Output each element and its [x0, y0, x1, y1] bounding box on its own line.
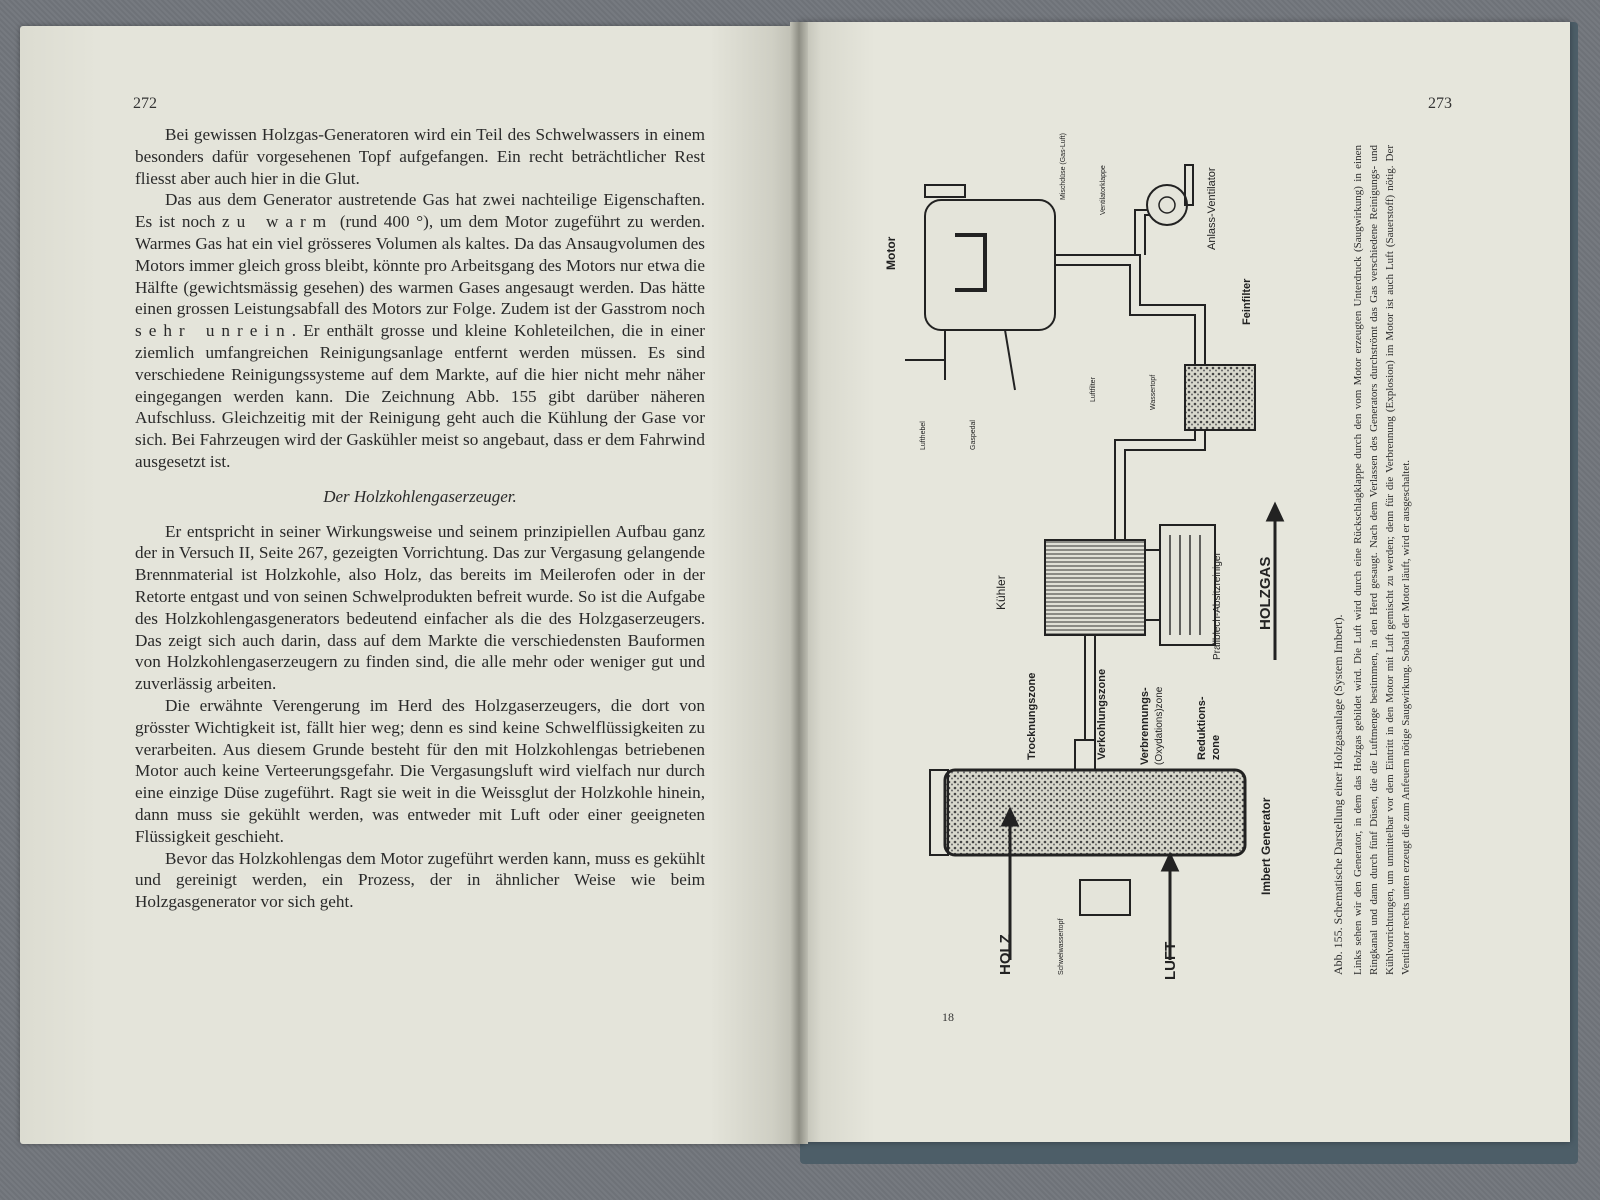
label-imbert-generator: Imbert Generator [1259, 797, 1273, 895]
paragraph-3: Er entspricht in seiner Wirkungsweise und seinem prinzipiellen Aufbau ganz der in Versuch II, Seite 267, gezeigten Vorrichtung. Das zur Vergasung gelangende Brennmaterial ist Holzkohle, also Holz, das bereits im Meilerofen oder in der Retorte entgast und von seinen Schwelprodukten befreit wurde. So ist die Aufgabe des Holzkohlengasgenerators bedeutend einfacher als die des Holzgaserzeugers. Das zeigt sich auch darin, dass auf dem Markte die verschiedensten Bauformen von Holzkohlengaserzeugern zu finden sind, die alle mehr oder weniger gut und zuverlässig arbeiten. [135, 521, 705, 694]
label-lufthebel: Lufthebel [920, 421, 927, 450]
generator-body [945, 770, 1245, 855]
left-page-number: 272 [133, 95, 157, 112]
prallblech-box [1160, 525, 1215, 645]
paragraph-2-part-c: . Er enthält grosse und kleine Kohleteilchen, die in einer ziemlich umfangreichen Reinigungsanlage entfernt werden müssen. Es sind verschiedene Reinigungssysteme auf dem Markte, auf die hier nicht mehr näher eingegangen werden kann. Die Zeichnung Abb. 155 gibt darüber näheren Aufschluss. Gleichzeitig mit der Reinigung geht auch die Kühlung der Gase vor sich. Bei Fahrzeugen wird der Gaskühler meist so angebaut, dass er dem Fahrwind ausgesetzt ist. [135, 321, 705, 471]
label-schwelwassertopf: Schwelwassertopf [1058, 918, 1065, 975]
gas-pipes [1055, 210, 1205, 540]
book-gutter [790, 22, 808, 1144]
label-anlass-ventilator: Anlass-Ventilator [1206, 167, 1218, 250]
label-holz: HOLZ [997, 934, 1014, 975]
signature-mark: 18 [942, 1010, 954, 1024]
label-verbrennung: Verbrennungs- [1139, 687, 1151, 765]
label-kuehler: Kühler [994, 575, 1008, 610]
paragraph-1: Bei gewissen Holzgas-Generatoren wird ein Teil des Schwelwassers in einem besonders dafür vorgesehenen Topf aufgefangen. Ein recht beträchtlicher Rest fliesst aber auch hier in die Glut. [135, 125, 705, 188]
label-reduktion-zone: zone [1210, 734, 1222, 760]
right-page-number: 273 [1428, 95, 1452, 112]
label-verkohlungszone: Verkohlungszone [1096, 668, 1108, 760]
label-oxydationszone: (Oxydations)zone [1154, 686, 1165, 765]
label-wassertopf: Wassertopf [1150, 374, 1157, 410]
feinfilter-box [1185, 365, 1255, 430]
ventilator-fan [1147, 185, 1187, 225]
paragraph-4: Die erwähnte Verengerung im Herd des Holzgaserzeugers, die dort von grösster Wichtigkeit ist, fällt hier weg; denn es sind keine Schwelflüssigkeiten zu verarbeiten. Aus diesem Grunde besteht für den mit Holzkohlengas betriebenen Motor auch keine Verteerungsgefahr. Die Vergasungsluft wird vielfach nur durch eine einzige Düse zugeführt. Ragt sie weit in die Weissglut der Holzkohle hinein, dann muss sie gekühlt werden, was entweder mit Luft oder einer geeigneten Flüssigkeit geschieht. [135, 695, 705, 846]
motor-block [905, 185, 1055, 390]
label-reduktion: Reduktions- [1196, 696, 1208, 760]
label-prallblech: Prallblech-Absitzreiniger [1212, 552, 1223, 660]
emphasis-sehr-unrein: sehr unrein [135, 321, 292, 341]
paragraph-5: Bevor das Holzkohlengas dem Motor zugeführt werden kann, muss es gekühlt und gereinigt werden, ein Prozess, der in ähnlicher Weise wie beim Holzgasgenerator vor sich geht. [135, 848, 705, 912]
paragraph-2-part-a: Das aus dem Generator austretende Gas hat zwei nachteilige Eigenschaften. Es ist noch [135, 190, 705, 232]
caption-body: Links sehen wir den Generator, in dem das Holzgas gebildet wird. Die Luft wird durch eine Rückschlagklappe durch den vom Motor erzeugten Unterdruck (Saugwirkung) in einen Ringkanal und dann durch fünf Düsen, die die Luftmenge bestimmen, in den Herd gesaugt. Nach dem Verlassen des Generators durchströmt das Gas verschiedene Reinigungs- und Kühlvorrichtungen, um unmittelbar vor dem Eintritt in den Motor mit Luft gemischt zu werden; denn für die Verbrennung (Explosion) im Motor ist auch Luft (Sauerstoff) nötig. Der Ventilator rechts unten erzeugt die zum Anfeuern nötige Saugwirkung. Sobald der Motor läuft, wird er ausgeschaltet. [1352, 145, 1412, 975]
label-luft: LUFT [1162, 941, 1179, 980]
left-page-text [135, 124, 705, 913]
paragraph-2 [135, 189, 705, 472]
holzgas-diagram [884, 120, 1335, 1000]
caption-title: Abb. 155. Schematische Darstellung einer Holzgasanlage (System Imbert). [1331, 614, 1345, 975]
paragraph-2-part-b: (rund 400 °), um dem Motor zugeführt zu werden. Warmes Gas hat ein viel grösseres Volumen als kaltes. Da das Ansaugvolumen des Motors immer gleich gross bleibt, könnte pro Arbeitsgang des Motors nur etwa die Hälfte (gewichtsmässig gesehen) des warmen Gases angesaugt werden. Das hätte einen grossen Leistungsabfall des Motors zur Folge. Zudem ist der Gasstrom noch [135, 212, 706, 319]
label-luftfilter: Luftfilter [1090, 377, 1097, 402]
label-feinfilter: Feinfilter [1241, 278, 1253, 325]
label-trocknungszone: Trocknungszone [1026, 672, 1038, 760]
figure-caption [1330, 145, 1430, 975]
label-mischduse: Mischdüse (Gas-Luft) [1060, 133, 1067, 200]
label-ventilatorklappe: Ventilatorklappe [1100, 165, 1107, 215]
schwelwassertopf-box [1080, 880, 1130, 915]
section-heading: Der Holzkohlengaserzeuger. [323, 486, 517, 506]
label-gaspedal: Gaspedal [970, 420, 977, 450]
label-motor: Motor [884, 236, 898, 270]
kuehler-box [1045, 540, 1145, 635]
emphasis-zu-warm: zu warm [222, 212, 334, 232]
label-holzgas: HOLZGAS [1257, 556, 1274, 630]
